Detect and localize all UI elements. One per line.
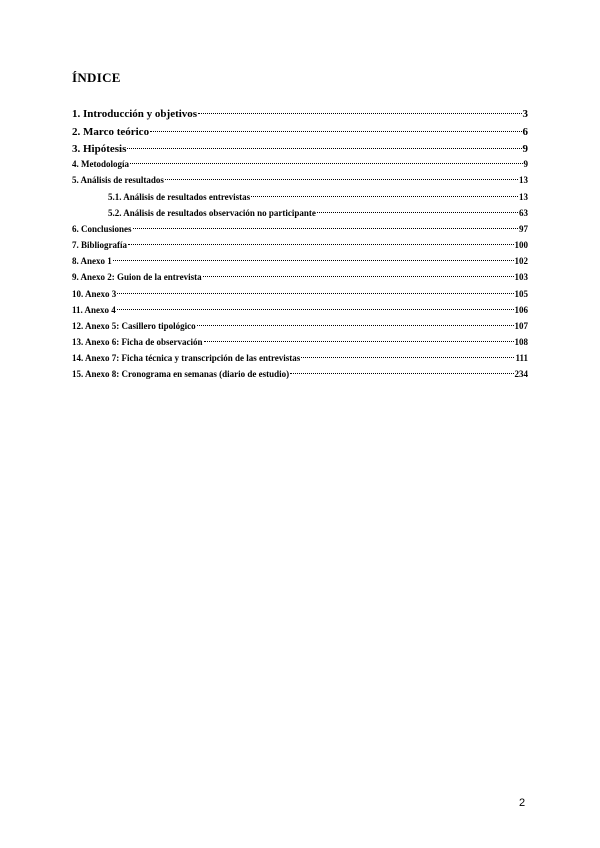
toc-entry-anexo-8[interactable]: [72, 369, 528, 379]
toc-heading: ÍNDICE: [72, 70, 121, 85]
dot-leader: [290, 373, 513, 374]
toc-entry-label: 9. Anexo 2: Guion de la entrevista: [72, 272, 202, 282]
toc-entry-page: 103: [514, 272, 528, 282]
toc-entry-page: 13: [519, 175, 528, 185]
toc-entry-resultados-observacion[interactable]: [72, 208, 528, 218]
dot-leader: [150, 131, 521, 132]
dot-leader: [133, 228, 518, 229]
dot-leader: [128, 244, 513, 245]
toc-entry-label: 8. Anexo 1: [72, 256, 112, 266]
dot-leader: [317, 212, 518, 213]
dot-leader: [130, 163, 523, 164]
toc-entry-page: 107: [514, 321, 528, 331]
toc-entry-anexo-6[interactable]: [72, 337, 528, 347]
toc-entry-label: 5.1. Análisis de resultados entrevistas: [108, 192, 251, 202]
toc-entry-hipotesis[interactable]: [72, 143, 528, 155]
toc-entry-label: 7. Bibliografía: [72, 240, 128, 250]
toc-entry-page: 3: [522, 108, 528, 120]
dot-leader: [198, 113, 521, 114]
dot-leader: [204, 341, 514, 342]
dot-leader: [113, 260, 514, 261]
toc-entry-label: 4. Metodología: [72, 159, 129, 169]
toc-entry-label: 12. Anexo 5: Casillero tipológico: [72, 321, 196, 331]
toc-entry-anexo-3[interactable]: [72, 289, 528, 299]
toc-entry-bibliografia[interactable]: [72, 240, 528, 250]
toc-entry-page: 97: [519, 224, 528, 234]
toc-entry-page: 63: [519, 208, 528, 218]
toc-entry-page: 9: [522, 143, 528, 155]
toc-entry-marco-teorico[interactable]: [72, 126, 528, 138]
toc-entry-anexo-7[interactable]: [72, 353, 528, 363]
toc-entry-label: 5. Análisis de resultados: [72, 175, 164, 185]
toc-entry-page: 111: [515, 353, 528, 363]
toc-entry-page: 234: [514, 369, 528, 379]
toc-entry-page: 106: [514, 305, 528, 315]
toc-entry-resultados-entrevistas[interactable]: [72, 192, 528, 202]
toc-entry-anexo-4[interactable]: [72, 305, 528, 315]
toc-entry-label: 6. Conclusiones: [72, 224, 132, 234]
toc-entry-page: 102: [514, 256, 528, 266]
toc-entry-label: 2. Marco teórico: [72, 126, 150, 138]
toc-entry-page: 108: [514, 337, 528, 347]
toc-entry-page: 105: [514, 289, 528, 299]
dot-leader: [251, 196, 518, 197]
dot-leader: [301, 357, 514, 358]
toc-entry-analisis-resultados[interactable]: [72, 175, 528, 185]
toc-entry-page: 9: [523, 159, 528, 169]
dot-leader: [117, 293, 513, 294]
toc-entry-anexo-2[interactable]: [72, 272, 528, 282]
dot-leader: [197, 325, 514, 326]
page-number: 2: [519, 797, 526, 809]
dot-leader: [127, 148, 521, 149]
toc-entry-anexo-1[interactable]: [72, 256, 528, 266]
toc-entry-label: 1. Introducción y objetivos: [72, 108, 198, 120]
dot-leader: [165, 179, 518, 180]
toc-entry-page: 100: [514, 240, 528, 250]
toc-entry-anexo-5[interactable]: [72, 321, 528, 331]
dot-leader: [203, 276, 514, 277]
toc-entry-label: 14. Anexo 7: Ficha técnica y transcripción de las entrevistas: [72, 353, 301, 363]
toc-entry-label: 3. Hipótesis: [72, 143, 127, 155]
toc-entry-label: 15. Anexo 8: Cronograma en semanas (diario de estudio): [72, 369, 290, 379]
toc-entry-label: 11. Anexo 4: [72, 305, 116, 315]
toc-entry-label: 10. Anexo 3: [72, 289, 117, 299]
toc-entry-page: 6: [522, 126, 528, 138]
toc-entry-metodologia[interactable]: [72, 159, 528, 169]
toc-entry-label: 5.2. Análisis de resultados observación no participante: [108, 208, 316, 218]
toc-entry-introduccion[interactable]: [72, 108, 528, 120]
toc-entry-label: 13. Anexo 6: Ficha de observación: [72, 337, 203, 347]
toc-entry-conclusiones[interactable]: [72, 224, 528, 234]
toc-entry-page: 13: [519, 192, 528, 202]
dot-leader: [117, 309, 514, 310]
